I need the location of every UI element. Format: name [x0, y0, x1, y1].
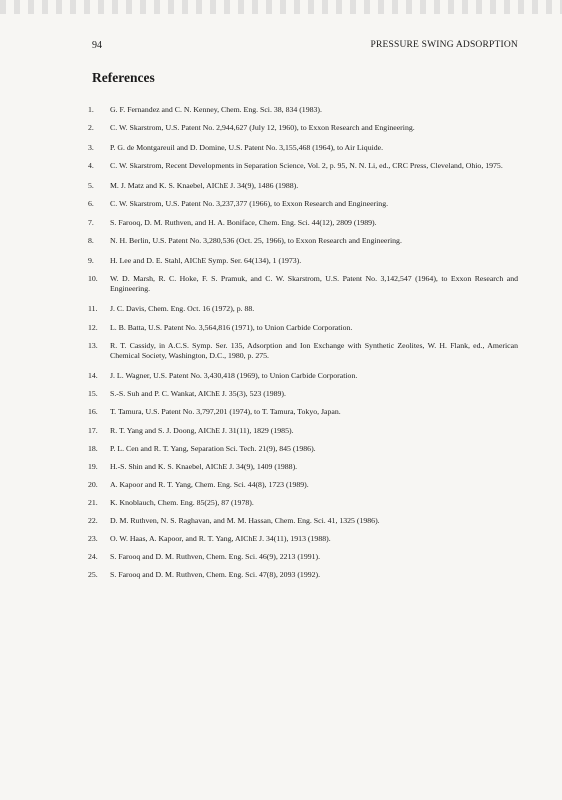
reference-item: [88, 341, 518, 362]
reference-number: 17.: [88, 425, 98, 435]
reference-item: [88, 534, 518, 545]
reference-text: H.-S. Shin and K. S. Knaebel, AIChE J. 34(9), 1409 (1988).: [110, 461, 298, 471]
reference-number: 20.: [88, 479, 98, 489]
reference-number: 22.: [88, 515, 98, 525]
reference-text: C. W. Skarstrom, U.S. Patent No. 3,237,377 (1966), to Exxon Research and Engineering.: [110, 199, 389, 209]
reference-number: 3.: [88, 143, 94, 153]
reference-item: [88, 304, 518, 315]
reference-text: J. L. Wagner, U.S. Patent No. 3,430,418 (1969), to Union Carbide Corporation.: [110, 371, 358, 381]
page-number: 94: [92, 40, 102, 51]
reference-number: 15.: [88, 389, 98, 399]
reference-item: [88, 236, 518, 247]
reference-item: [88, 552, 518, 563]
reference-item: [88, 161, 518, 172]
reference-item: [88, 389, 518, 400]
reference-text: S. Farooq and D. M. Ruthven, Chem. Eng. Sci. 47(8), 2093 (1992).: [110, 570, 321, 580]
section-heading: References: [92, 70, 155, 85]
reference-number: 10.: [88, 273, 98, 283]
reference-text: J. C. Davis, Chem. Eng. Oct. 16 (1972), p. 88.: [110, 304, 255, 314]
reference-text: T. Tamura, U.S. Patent No. 3,797,201 (1974), to T. Tamura, Tokyo, Japan.: [110, 407, 341, 417]
reference-number: 18.: [88, 443, 98, 453]
reference-item: [88, 444, 518, 455]
reference-text: R. T. Cassidy, in A.C.S. Symp. Ser. 135, Adsorption and Ion Exchange with Synthetic Zeolites, W. H. Flank, ed., American Chemical Society, Washington, D.C., 1980, p. 275.: [110, 340, 518, 361]
reference-number: 13.: [88, 340, 98, 350]
reference-item: [88, 407, 518, 418]
reference-text: R. T. Yang and S. J. Doong, AIChE J. 31(11), 1829 (1985).: [110, 425, 294, 435]
reference-number: 25.: [88, 570, 98, 580]
reference-item: [88, 480, 518, 491]
reference-text: P. G. de Montgareuil and D. Domine, U.S. Patent No. 3,155,468 (1964), to Air Liquide.: [110, 143, 384, 153]
reference-text: S.-S. Suh and P. C. Wankat, AIChE J. 35(3), 523 (1989).: [110, 389, 286, 399]
reference-text: M. J. Matz and K. S. Knaebel, AIChE J. 34(9), 1486 (1988).: [110, 181, 299, 191]
reference-number: 21.: [88, 497, 98, 507]
reference-number: 8.: [88, 235, 94, 245]
reference-number: 14.: [88, 371, 98, 381]
reference-text: O. W. Haas, A. Kapoor, and R. T. Yang, AIChE J. 34(11), 1913 (1988).: [110, 534, 331, 544]
reference-item: [88, 323, 518, 334]
reference-text: L. B. Batta, U.S. Patent No. 3,564,816 (1971), to Union Carbide Corporation.: [110, 322, 353, 332]
reference-number: 9.: [88, 255, 94, 265]
reference-item: [88, 570, 518, 581]
reference-item: [88, 218, 518, 229]
running-head: PRESSURE SWING ADSORPTION: [370, 40, 518, 50]
reference-text: S. Farooq and D. M. Ruthven, Chem. Eng. Sci. 46(9), 2213 (1991).: [110, 552, 321, 562]
reference-text: K. Knoblauch, Chem. Eng. 85(25), 87 (1978).: [110, 497, 254, 507]
reference-number: 11.: [88, 304, 98, 314]
reference-item: [88, 371, 518, 382]
reference-text: N. H. Berlin, U.S. Patent No. 3,280,536 (Oct. 25, 1966), to Exxon Research and Engineering.: [110, 235, 402, 245]
reference-item: [88, 498, 518, 509]
reference-item: [88, 256, 518, 267]
reference-item: [88, 181, 518, 192]
reference-number: 24.: [88, 552, 98, 562]
reference-item: [88, 516, 518, 527]
reference-item: [88, 426, 518, 437]
reference-number: 7.: [88, 217, 94, 227]
reference-number: 6.: [88, 199, 94, 209]
reference-text: C. W. Skarstrom, U.S. Patent No. 2,944,627 (July 12, 1960), to Exxon Research and Engineering.: [110, 123, 415, 133]
reference-text: W. D. Marsh, R. C. Hoke, F. S. Pramuk, and C. W. Skarstrom, U.S. Patent No. 3,142,547 (1964), to Exxon Research and Engineering.: [110, 273, 518, 294]
scan-artifact: [0, 0, 562, 14]
reference-text: D. M. Ruthven, N. S. Raghavan, and M. M. Hassan, Chem. Eng. Sci. 41, 1325 (1986).: [110, 515, 380, 525]
reference-item: [88, 274, 518, 295]
reference-item: [88, 199, 518, 210]
reference-number: 1.: [88, 105, 94, 114]
reference-item: [88, 123, 518, 134]
reference-item: [88, 143, 518, 154]
reference-item: [88, 105, 518, 116]
reference-text: H. Lee and D. E. Stahl, AIChE Symp. Ser. 64(134), 1 (1973).: [110, 255, 302, 265]
reference-number: 4.: [88, 161, 94, 171]
reference-number: 5.: [88, 181, 94, 191]
reference-text: S. Farooq, D. M. Ruthven, and H. A. Boniface, Chem. Eng. Sci. 44(12), 2809 (1989).: [110, 217, 377, 227]
reference-text: A. Kapoor and R. T. Yang, Chem. Eng. Sci. 44(8), 1723 (1989).: [110, 479, 309, 489]
reference-number: 19.: [88, 461, 98, 471]
reference-number: 12.: [88, 322, 98, 332]
reference-number: 23.: [88, 534, 98, 544]
reference-number: 16.: [88, 407, 98, 417]
reference-text: P. L. Cen and R. T. Yang, Separation Sci. Tech. 21(9), 845 (1986).: [110, 443, 316, 453]
reference-text: C. W. Skarstrom, Recent Developments in Separation Science, Vol. 2, p. 95, N. N. Li, ed., CRC Press, Cleveland, Ohio, 1975.: [110, 161, 503, 171]
reference-text: G. F. Fernandez and C. N. Kenney, Chem. Eng. Sci. 38, 834 (1983).: [110, 105, 322, 114]
reference-number: 2.: [88, 123, 94, 133]
reference-list: [88, 105, 518, 588]
reference-item: [88, 462, 518, 473]
